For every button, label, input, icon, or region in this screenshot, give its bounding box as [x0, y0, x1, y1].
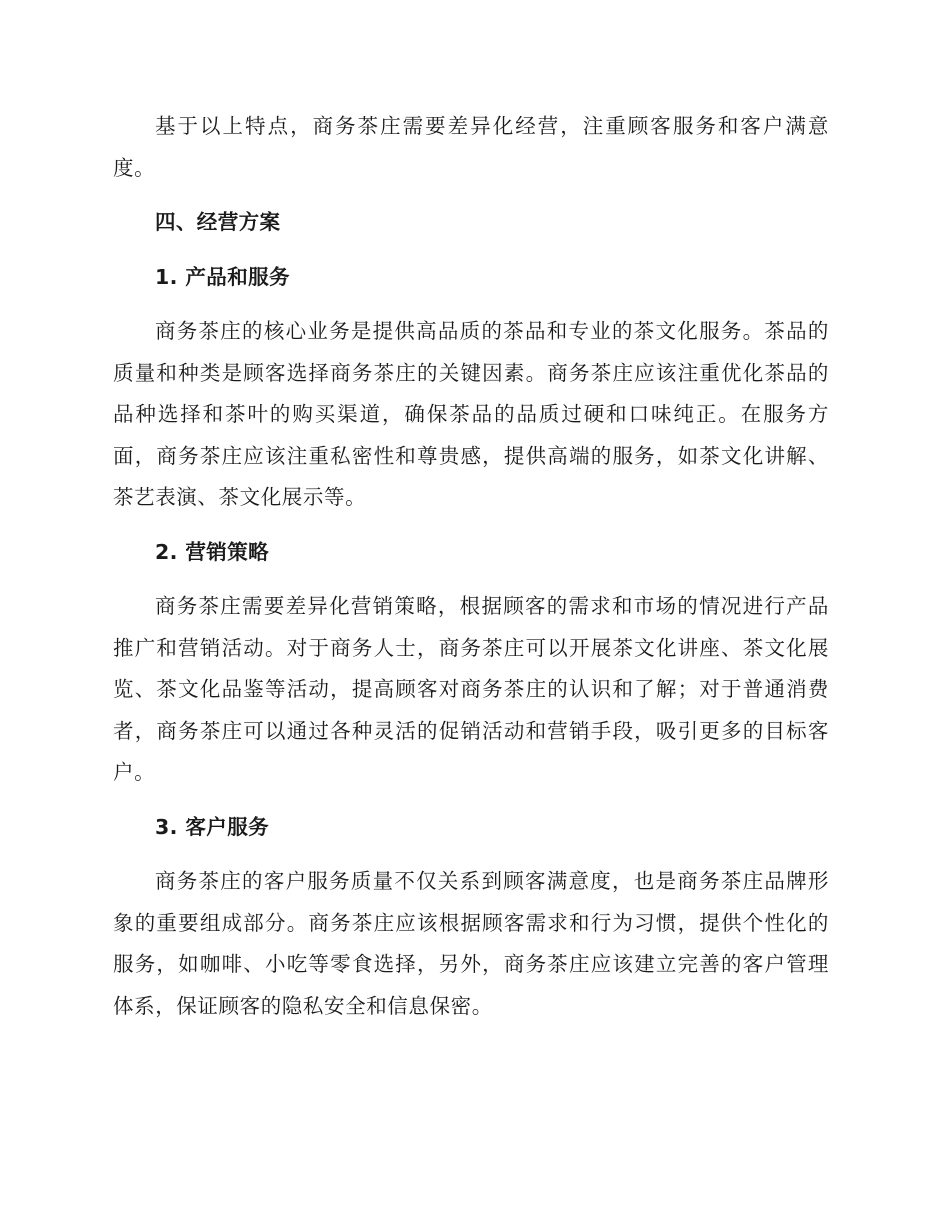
section-heading: 四、经营方案	[155, 210, 281, 234]
intro-paragraph: 基于以上特点，商务茶庄需要差异化经营，注重顾客服务和客户满意度。	[113, 114, 829, 180]
subsection-heading-customer-service: 3. 客户服务	[155, 814, 269, 839]
subsection-heading-marketing: 2. 营销策略	[155, 539, 269, 564]
paragraph-marketing: 商务茶庄需要差异化营销策略，根据顾客的需求和市场的情况进行产品推广和营销活动。对于商务人士，商务茶庄可以开展茶文化讲座、茶文化展览、茶文化品鉴等活动，提高顾客对商务茶庄的认识和了解；对于普通消费者，商务茶庄可以通过各种灵活的促销活动和营销手段，吸引更多的目标客户。	[113, 594, 829, 784]
paragraph-products: 商务茶庄的核心业务是提供高品质的茶品和专业的茶文化服务。茶品的质量和种类是顾客选择商务茶庄的关键因素。商务茶庄应该注重优化茶品的品种选择和茶叶的购买渠道，确保茶品的品质过硬和口味纯正。在服务方面，商务茶庄应该注重私密性和尊贵感，提供高端的服务，如茶文化讲解、茶艺表演、茶文化展示等。	[113, 319, 829, 509]
subsection-heading-products: 1. 产品和服务	[155, 264, 290, 289]
paragraph-customer-service: 商务茶庄的客户服务质量不仅关系到顾客满意度，也是商务茶庄品牌形象的重要组成部分。商务茶庄应该根据顾客需求和行为习惯，提供个性化的服务，如咖啡、小吃等零食选择，另外，商务茶庄应该建立完善的客户管理体系，保证顾客的隐私安全和信息保密。	[113, 869, 829, 1018]
document-body	[113, 106, 829, 1027]
